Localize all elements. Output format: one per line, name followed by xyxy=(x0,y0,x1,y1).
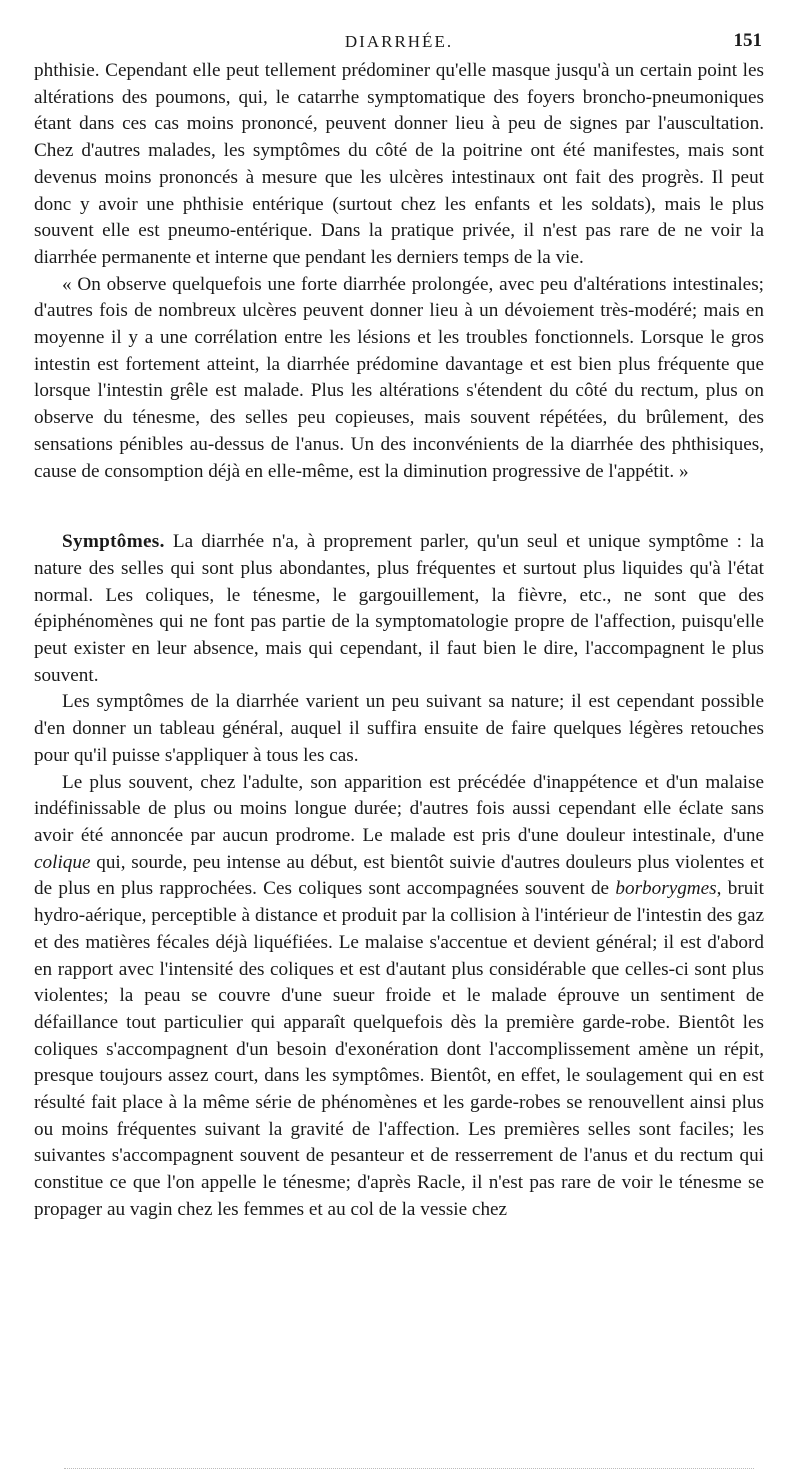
term-colique: colique xyxy=(34,851,91,873)
adulte-text-part-3: , bruit hydro-aérique, perceptible à distance et produit par la collision à l'intérieur de l'intestin des gaz et des matières fécales déjà liquéfiées. Le malaise s'accentue et devient général; il est d'abord en rapport avec l'intensité des coliques et est d'autant plus considérable que celles-ci sont plus violentes; la peau se couvre d'une sueur froide et le malade éprouve un sentiment de défaillance tout particulier qui apparaît quelquefois dès la première garde-robe. Bientôt les coliques s'accompagnent d'un besoin d'exonération dont l'accomplissement amène un répit, presque toujours assez court, dans les symptômes. Bientôt, en effet, le soulagement qui en est résulté fait place à la même série de phénomènes et les garde-robes se renouvellent ainsi plus ou moins fréquentes suivant la gravité de l'affection. Les premières selles sont faciles; les suivantes s'accompagnent souvent de pesanteur et de resserrement de l'anus et du rectum qui constitue ce que l'on appelle le ténesme; d'après Racle, il n'est pas rare de voir le ténesme se propager au vagin chez les femmes et au col de la vessie chez xyxy=(34,878,764,1220)
paragraph-adulte xyxy=(34,770,764,1224)
footer-rule xyxy=(64,1468,754,1469)
symptomes-text: La diarrhée n'a, à proprement parler, qu'un seul et unique symptôme : la nature des selles qui sont plus abondantes, plus fréquentes et surtout plus liquides qu'à l'état normal. Les coliques, le ténesme, le gargouillement, la fièvre, etc., ne sont que des épiphénomènes qui ne font pas partie de la symptomatologie propre de l'affection, puisqu'elle peut exister en leur absence, mais qui cependant, il faut bien le dire, l'accompagnent le plus souvent. xyxy=(34,531,764,686)
page-number: 151 xyxy=(733,30,762,51)
paragraph-quotation: « On observe quelquefois une forte diarrhée prolongée, avec peu d'altérations intestinales; d'autres fois de nombreux ulcères peuvent donner lieu à un dévoiement très-modéré; mais en moyenne il y a une corrélation entre les lésions et les troubles fonctionnels. Lorsque le gros intestin est fortement atteint, la diarrhée prédomine davantage et est bien plus fréquente que lorsque l'intestin grêle est malade. Plus les altérations s'étendent du côté du rectum, plus on observe du ténesme, des selles peu copieuses, mais souvent répétées, du brûlement, des sensations pénibles au-dessus de l'anus. Un des inconvénients de la diarrhée des phthisiques, cause de consomption déjà en elle-même, est la diminution progressive de l'appétit. » xyxy=(34,273,764,482)
running-title: DIARRHÉE. xyxy=(344,32,454,51)
term-borborygmes: borborygmes xyxy=(615,878,717,900)
body-text xyxy=(34,58,764,1224)
section-heading-symptomes: Symptômes. xyxy=(62,531,165,553)
paragraph-gap xyxy=(34,485,764,529)
paragraph-symptomes xyxy=(34,529,764,689)
adulte-text-part-1: Le plus souvent, chez l'adulte, son apparition est précédée d'inappétence et d'un malaise indéfinissable de plus ou moins longue durée; d'autres fois aussi cependant elle éclate sans avoir été annoncée par aucun prodrome. Le malade est pris d'une douleur intestinale, d'une xyxy=(34,771,764,846)
running-head xyxy=(34,0,764,58)
book-page xyxy=(34,0,764,1224)
paragraph-phthisie: phthisie. Cependant elle peut tellement prédominer qu'elle masque jusqu'à un certain point les altérations des poumons, qui, le catarrhe symptomatique des foyers broncho-pneumoniques étant dans ces cas moins prononcé, peuvent donner lieu à peu de signes par l'auscultation. Chez d'autres malades, les symptômes du côté de la poitrine ont été manifestes, mais sont devenus moins prononcés à mesure que les ulcères intestinaux ont fait des progrès. Il peut donc y avoir une phthisie entérique (surtout chez les enfants et les soldats), mais le plus souvent elle est pneumo-entérique. Dans la pratique privée, il n'est pas rare de ne voir la diarrhée permanente et interne que pendant les derniers temps de la vie. xyxy=(34,60,764,268)
adulte-text-part-2: qui, sourde, peu intense au début, est bientôt suivie d'autres douleurs plus violentes et de plus en plus rapprochées. Ces coliques sont accompagnées souvent de xyxy=(34,851,765,900)
paragraph-tableau-general: Les symptômes de la diarrhée varient un peu suivant sa nature; il est cependant possible d'en donner un tableau général, auquel il suffira ensuite de faire quelques légères retouches pour qu'il puisse s'appliquer à tous les cas. xyxy=(34,691,764,766)
